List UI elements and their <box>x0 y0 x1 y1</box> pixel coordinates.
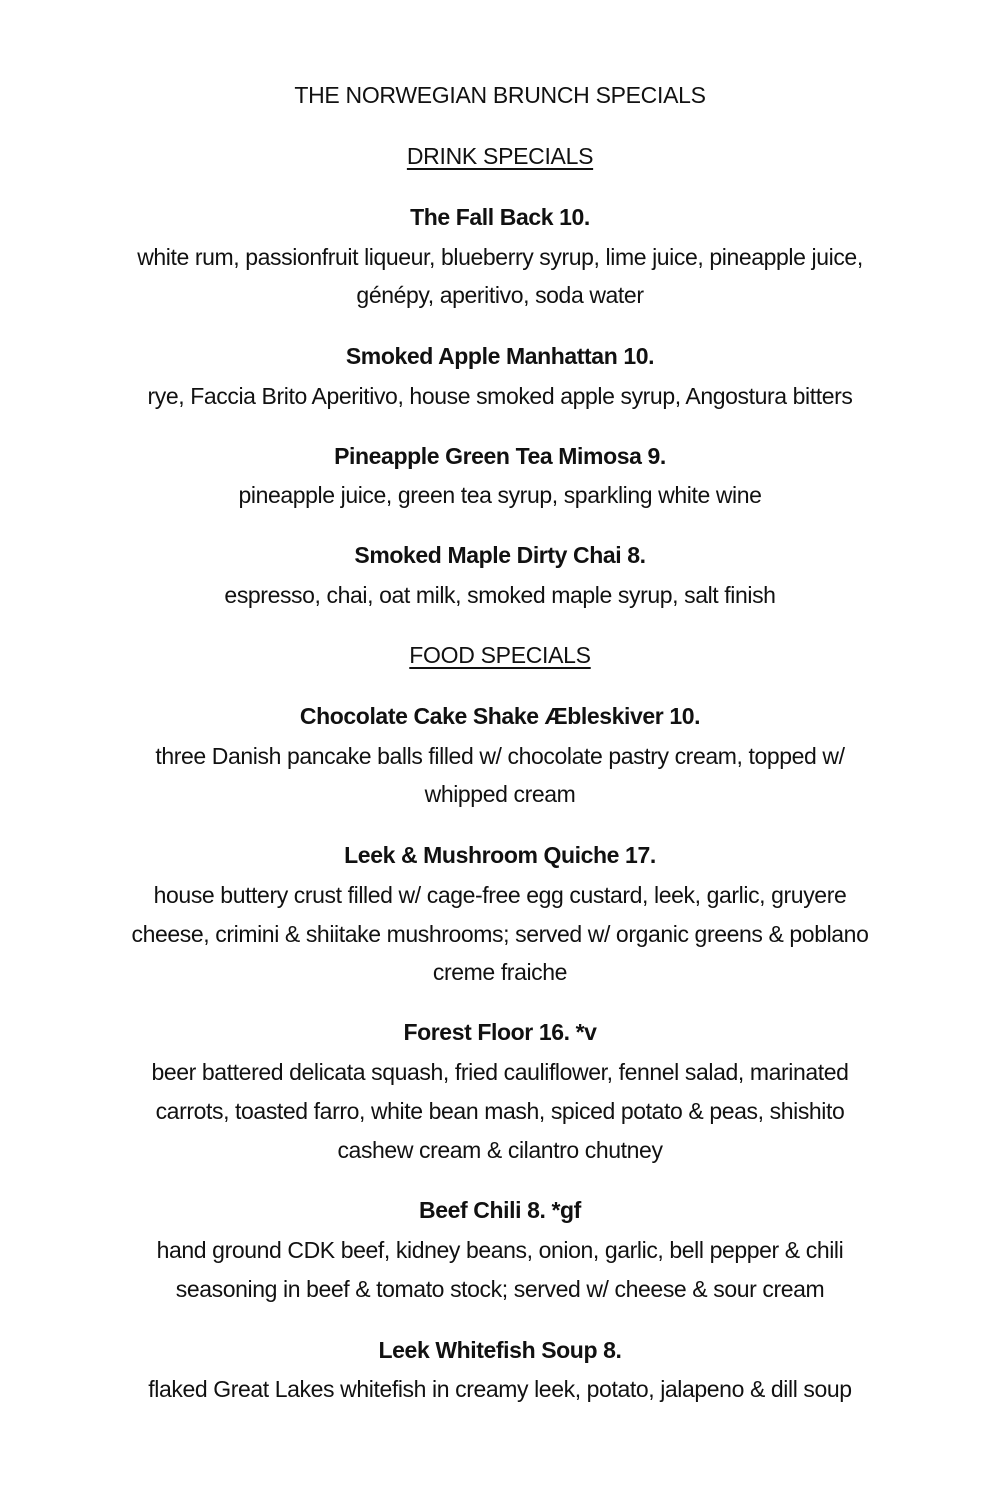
item-description: house buttery crust filled w/ cage-free egg custard, leek, garlic, gruyere <box>153 882 847 908</box>
item-name: Leek Whitefish Soup 8. <box>378 1337 622 1363</box>
item-name: Beef Chili 8. *gf <box>419 1197 581 1223</box>
item-name: Leek & Mushroom Quiche 17. <box>344 842 656 868</box>
drink-specials-heading: DRINK SPECIALS <box>406 143 594 169</box>
item-name: Forest Floor 16. *v <box>403 1019 597 1045</box>
item-description: cheese, crimini & shiitake mushrooms; served w/ organic greens & poblano <box>131 921 869 947</box>
item-description: seasoning in beef & tomato stock; served w/ cheese & sour cream <box>175 1276 825 1302</box>
item-description: creme fraiche <box>432 959 568 985</box>
item-description: hand ground CDK beef, kidney beans, onion, garlic, bell pepper & chili <box>156 1237 844 1263</box>
item-name: The Fall Back 10. <box>410 204 590 230</box>
item-description: espresso, chai, oat milk, smoked maple syrup, salt finish <box>224 582 776 608</box>
food-specials-heading: FOOD SPECIALS <box>409 642 591 668</box>
item-description: génépy, aperitivo, soda water <box>356 282 644 308</box>
item-name: Pineapple Green Tea Mimosa 9. <box>334 443 666 469</box>
item-description: pineapple juice, green tea syrup, sparkling white wine <box>238 482 762 508</box>
menu-title: THE NORWEGIAN BRUNCH SPECIALS <box>294 82 706 108</box>
item-description: white rum, passionfruit liqueur, blueberry syrup, lime juice, pineapple juice, <box>137 244 863 270</box>
item-description: rye, Faccia Brito Aperitivo, house smoked apple syrup, Angostura bitters <box>147 383 853 409</box>
item-name: Smoked Apple Manhattan 10. <box>345 343 655 369</box>
item-name: Chocolate Cake Shake Æbleskiver 10. <box>299 703 701 729</box>
item-name: Smoked Maple Dirty Chai 8. <box>354 542 646 568</box>
item-description: cashew cream & cilantro chutney <box>337 1137 663 1163</box>
item-description: carrots, toasted farro, white bean mash, spiced potato & peas, shishito <box>155 1098 845 1124</box>
item-description: whipped cream <box>424 781 576 807</box>
item-description: flaked Great Lakes whitefish in creamy leek, potato, jalapeno & dill soup <box>148 1376 852 1402</box>
item-description: three Danish pancake balls filled w/ chocolate pastry cream, topped w/ <box>155 743 845 769</box>
item-description: beer battered delicata squash, fried cauliflower, fennel salad, marinated <box>151 1059 849 1085</box>
